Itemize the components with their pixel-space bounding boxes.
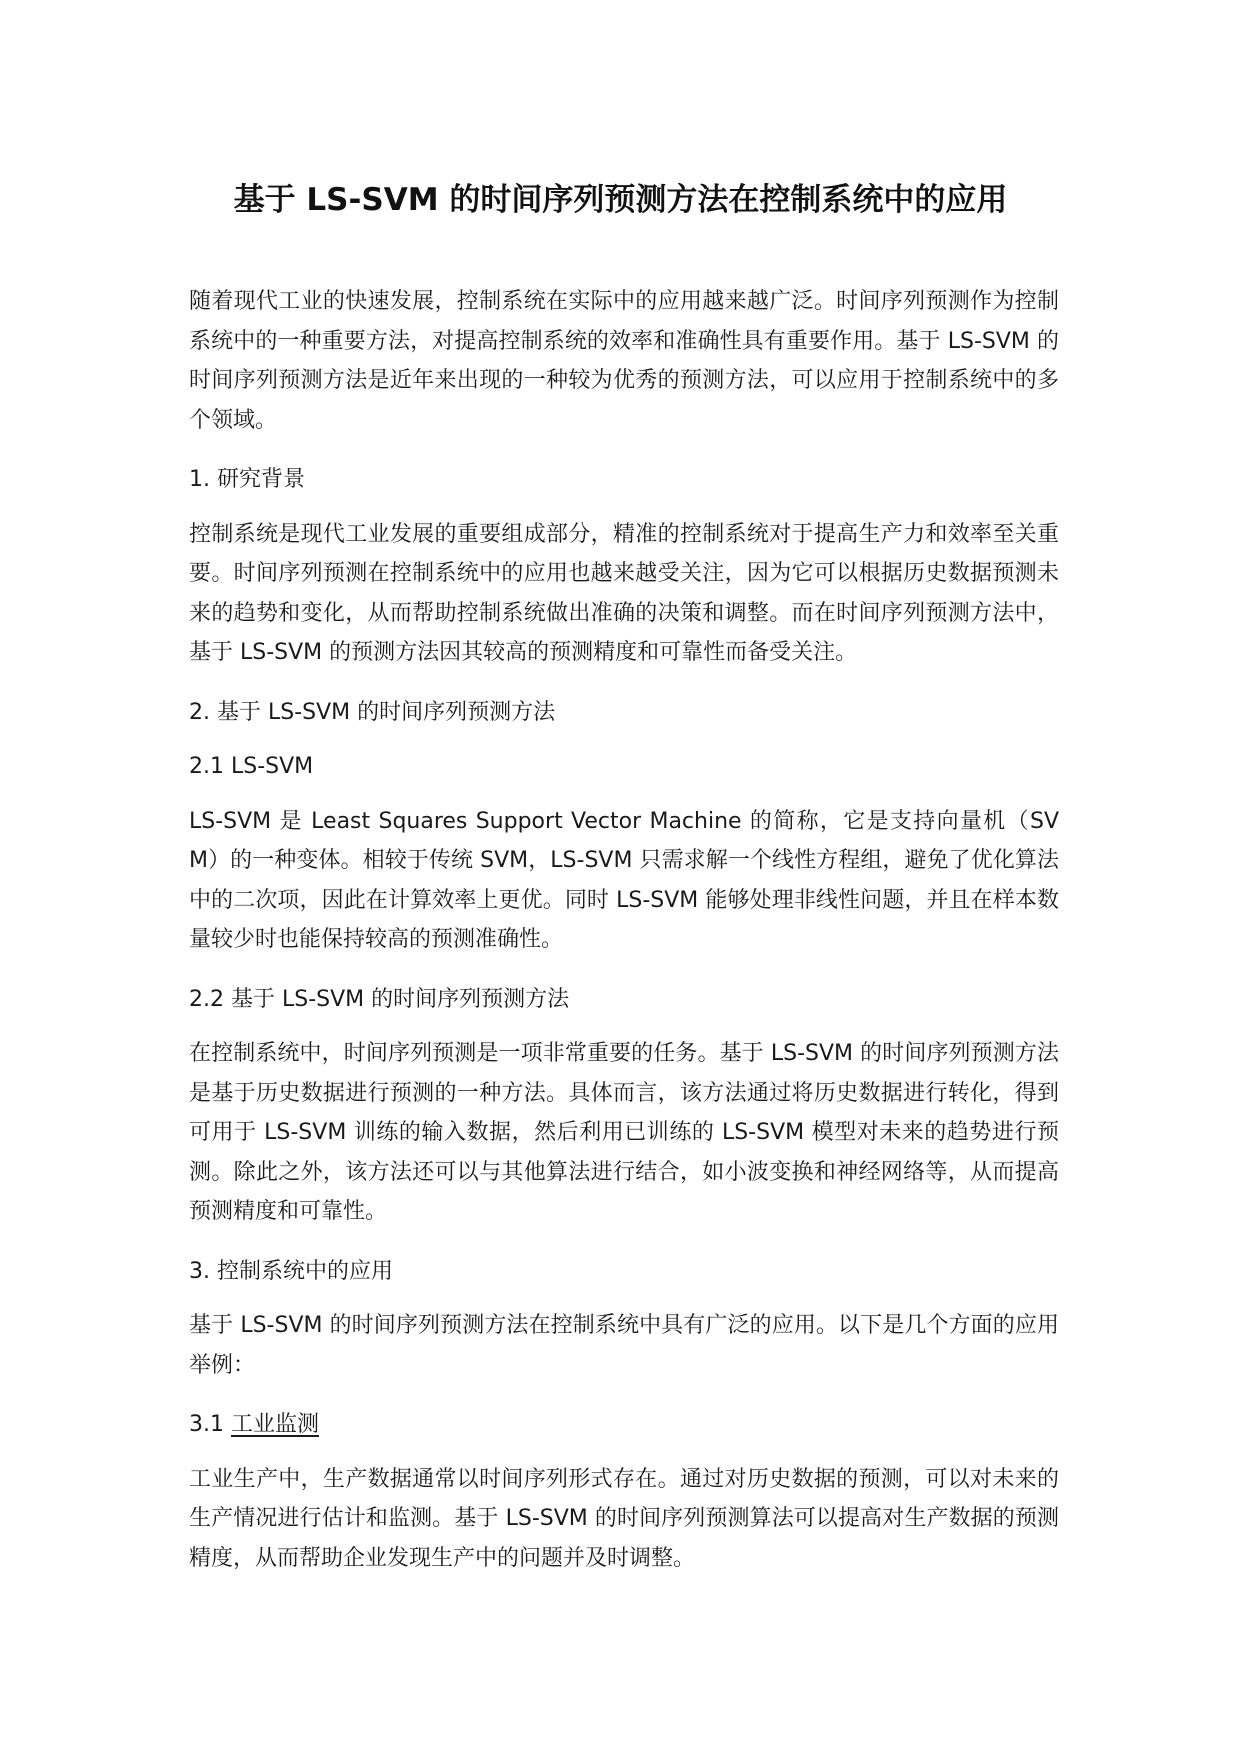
section-1-paragraph: 控制系统是现代工业发展的重要组成部分，精准的控制系统对于提高生产力和效率至关重要。时间序列预测在控制系统中的应用也越来越受关注，因为它可以根据历史数据预测未来的趋势和变化，从而帮助控制系统做出准确的决策和调整。而在时间序列预测方法中，基于 LS-SVM 的预测方法因其较高的预测精度和可靠性而备受关注。	[189, 521, 1059, 665]
section-3-heading: 3. 控制系统中的应用	[189, 1258, 393, 1284]
section-3-1-title: 工业监测	[231, 1412, 320, 1437]
document-body	[189, 282, 1059, 1598]
section-1-heading: 1. 研究背景	[189, 467, 305, 492]
document-title: 基于 LS-SVM 的时间序列预测方法在控制系统中的应用	[233, 182, 1008, 218]
section-2-1-heading: 2.1 LS-SVM	[189, 754, 314, 779]
section-2-2-paragraph: 在控制系统中，时间序列预测是一项非常重要的任务。基于 LS-SVM 的时间序列预测方法是基于历史数据进行预测的一种方法。具体而言，该方法通过将历史数据进行转化，得到可用于 LS-SVM 训练的输入数据，然后利用已训练的 LS-SVM 模型对未来的趋势进行预测。除此之外，该方法还可以与其他算法进行结合，如小波变换和神经网络等，从而提高预测精度和可靠性。	[189, 1041, 1059, 1224]
section-3-1-paragraph: 工业生产中，生产数据通常以时间序列形式存在。通过对历史数据的预测，可以对未来的生产情况进行估计和监测。基于 LS-SVM 的时间序列预测算法可以提高对生产数据的预测精度，从而帮助企业发现生产中的问题并及时调整。	[189, 1466, 1059, 1571]
intro-paragraph: 随着现代工业的快速发展，控制系统在实际中的应用越来越广泛。时间序列预测作为控制系统中的一种重要方法，对提高控制系统的效率和准确性具有重要作用。基于 LS-SVM 的时间序列预测方法是近年来出现的一种较为优秀的预测方法，可以应用于控制系统中的多个领域。	[189, 289, 1059, 433]
section-3-1-number: 3.1	[189, 1412, 224, 1437]
section-3-paragraph: 基于 LS-SVM 的时间序列预测方法在控制系统中具有广泛的应用。以下是几个方面的应用举例：	[189, 1313, 1059, 1378]
section-2-heading: 2. 基于 LS-SVM 的时间序列预测方法	[189, 699, 556, 725]
section-3-1-heading	[189, 1405, 1059, 1445]
section-2-1-paragraph: LS-SVM 是 Least Squares Support Vector Machine 的简称，它是支持向量机（SVM）的一种变体。相较于传统 SVM，LS-SVM 只需求解一个线性方程组，避免了优化算法中的二次项，因此在计算效率上更优。同时 LS-SVM 能够处理非线性问题，并且在样本数量较少时也能保持较高的预测准确性。	[189, 808, 1059, 952]
section-2-2-heading: 2.2 基于 LS-SVM 的时间序列预测方法	[189, 986, 570, 1012]
